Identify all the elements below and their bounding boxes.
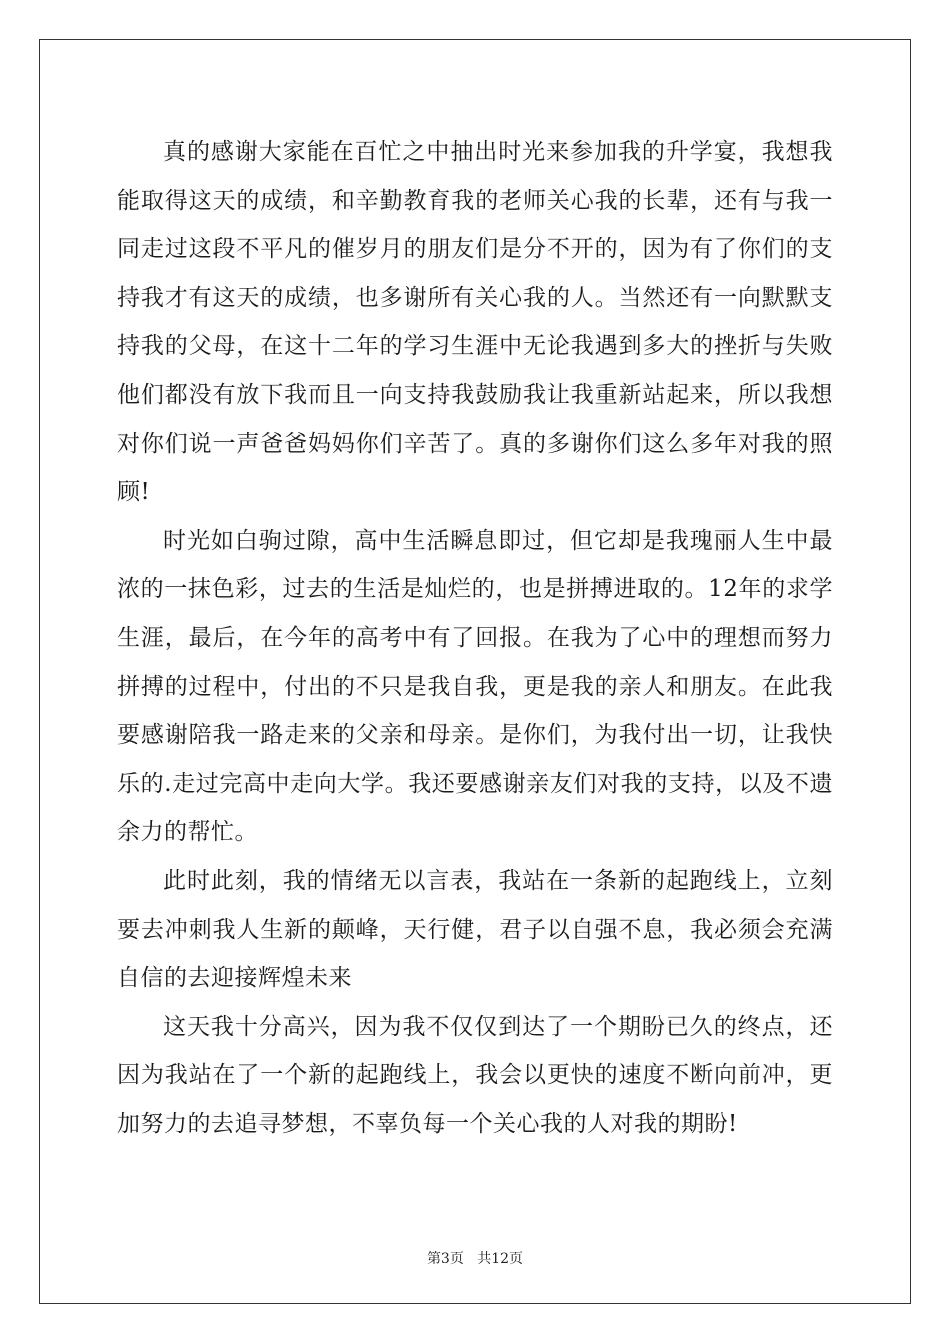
paragraph-1: 真的感谢大家能在百忙之中抽出时光来参加我的升学宴，我想我能取得这天的成绩，和辛勤教育我的老师关心我的长辈，还有与我一同走过这段不平凡的催岁月的朋友们是分不开的，因为有了你们的支持我才有这天的成绩，也多谢所有关心我的人。当然还有一向默默支持我的父母，在这十二年的学习生涯中无论我遇到多大的挫折与失败他们都没有放下我而且一向支持我鼓励我让我重新站起来，所以我想对你们说一声爸爸妈妈你们辛苦了。真的多谢你们这么多年对我的照顾!	[117, 139, 833, 506]
paragraph-4: 这天我十分高兴，因为我不仅仅到达了一个期盼已久的终点，还因为我站在了一个新的起跑线上，我会以更快的速度不断向前冲，更加努力的去追寻梦想，不辜负每一个关心我的人对我的期盼!	[117, 1013, 833, 1137]
document-body	[117, 128, 833, 1148]
page-footer	[0, 1248, 950, 1268]
page-total: 共12页	[477, 1251, 524, 1267]
paragraph-2: 时光如白驹过隙，高中生活瞬息即过，但它却是我瑰丽人生中最浓的一抹色彩，过去的生活是灿烂的，也是拼搏进取的。12年的求学生涯，最后，在今年的高考中有了回报。在我为了心中的理想而努力拼搏的过程中，付出的不只是我自我，更是我的亲人和朋友。在此我要感谢陪我一路走来的父亲和母亲。是你们，为我付出一切，让我快乐的.走过完高中走向大学。我还要感谢亲友们对我的支持，以及不遗余力的帮忙。	[117, 527, 833, 846]
page-number: 第3页	[426, 1251, 464, 1267]
paragraph-3: 此时此刻，我的情绪无以言表，我站在一条新的起跑线上，立刻要去冲刺我人生新的颠峰，天行健，君子以自强不息，我必须会充满自信的去迎接辉煌未来	[117, 867, 833, 992]
